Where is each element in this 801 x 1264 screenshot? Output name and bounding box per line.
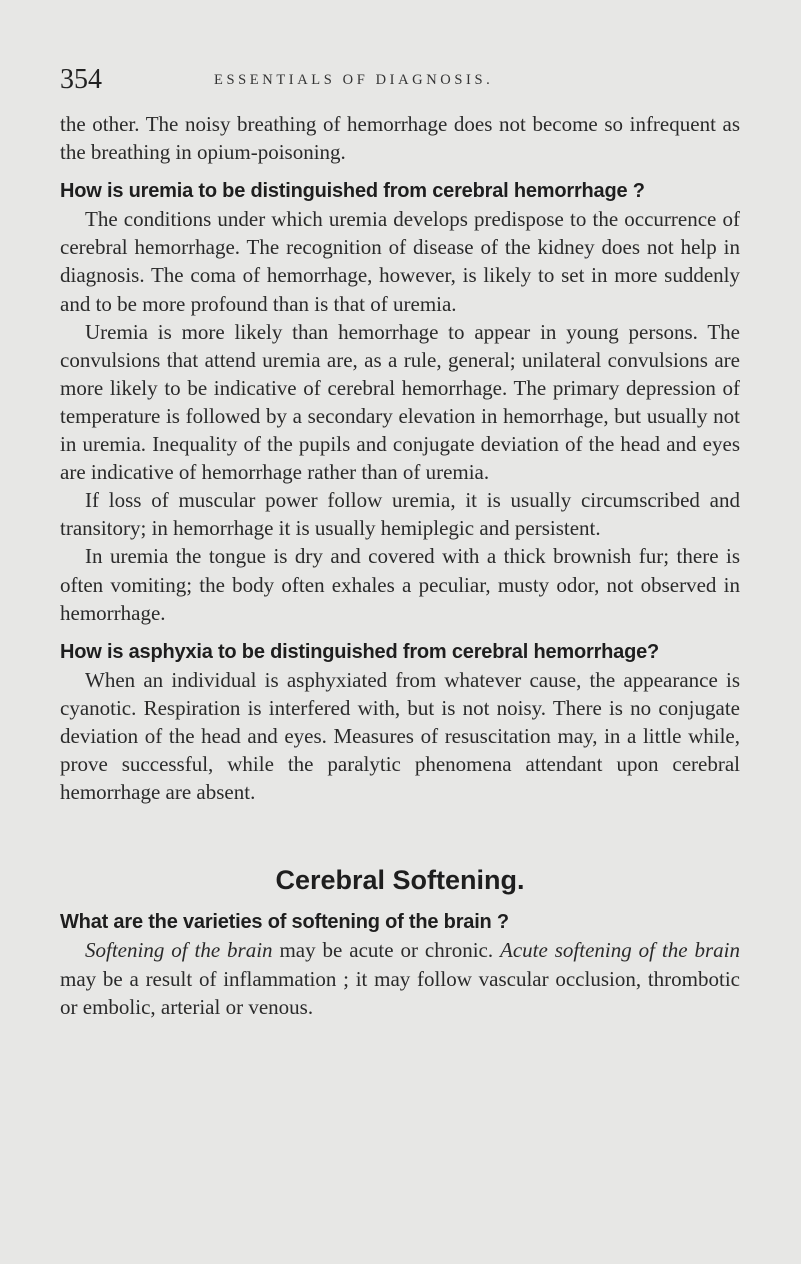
text-inflammation: may be a result of inflammation ; it may follow vascular occlusion, thrombotic or embolic, arterial or venous.	[60, 966, 740, 1019]
question-softening-varieties: What are the varieties of softening of the brain ?	[60, 911, 509, 934]
paragraph-uremia-conditions: The conditions under which uremia develops predispose to the occurrence of cerebral hemorrhage. The recognition of disease of the kidney does not help in diagnosis. The coma of hemorrhage, however, is likely to set in more suddenly and to be more profound than is that of uremia.	[60, 207, 740, 316]
page-number: 354	[60, 64, 102, 95]
paragraph-uremia-young-persons: Uremia is more likely than hemorrhage to appear in young persons. The convulsions that attend uremia are, as a rule, general; unilateral convulsions are more likely to be indicative of cerebral hemorrhage. The primary depression of temperature is followed by a secondary elevation in hemorrhage, but usually not in uremia. Inequality of the pupils and conjugate deviation of the head and eyes are indicative of hemorrhage rather than of uremia.	[60, 319, 740, 485]
question-uremia-vs-hemorrhage: How is uremia to be distinguished from cerebral hemorrhage ?	[60, 180, 645, 203]
paragraph-asphyxia: When an individual is asphyxiated from whatever cause, the appearance is cyanotic. Respiration is interfered with, but is not noisy. There is no conjugate deviation of the head and eyes. Measures of resuscitation may, in a little while, prove successful, while the paralytic phenomena attendant upon cerebral hemorrhage are absent.	[60, 667, 740, 805]
italic-softening-of-brain: Softening of the brain	[85, 938, 273, 963]
running-head: ESSENTIALS OF DIAGNOSIS.	[214, 72, 494, 88]
paragraph-tongue: In uremia the tongue is dry and covered with a thick brownish fur; there is often vomiting; the body often exhales a peculiar, musty odor, not observed in hemorrhage.	[60, 544, 740, 625]
paragraph-muscular-power: If loss of muscular power follow uremia, it is usually circumscribed and transitory; in hemorrhage it is usually hemiplegic and persistent.	[60, 488, 740, 541]
paragraph-softening	[60, 936, 740, 1020]
paragraph-continuation: the other. The noisy breathing of hemorrhage does not become so infrequent as the breathing in opium-poisoning.	[60, 112, 740, 165]
page-header	[60, 64, 760, 104]
text-acute-or-chronic: may be acute or chronic.	[272, 938, 501, 963]
page-body	[60, 110, 740, 1021]
question-asphyxia-vs-hemorrhage: How is asphyxia to be distinguished from cerebral hemorrhage?	[60, 640, 660, 663]
section-title: Cerebral Softening.	[275, 865, 525, 896]
italic-acute-softening: Acute softening of the brain	[500, 938, 740, 963]
